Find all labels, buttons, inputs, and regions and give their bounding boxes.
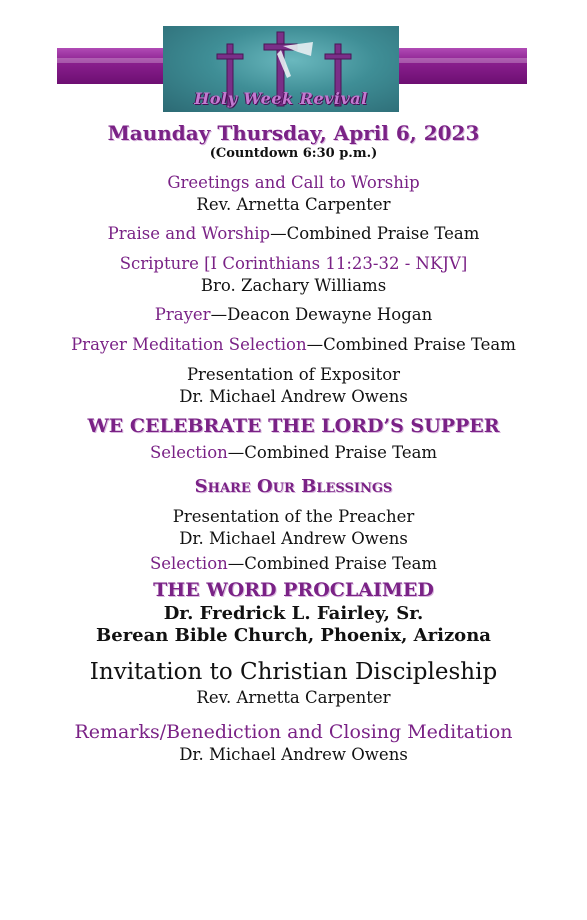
word-heading: THE WORD PROCLAIMED: [153, 579, 434, 601]
remarks-name: Dr. Michael Andrew Owens: [179, 745, 408, 764]
prayer-name: —Deacon Dewayne Hogan: [210, 305, 433, 324]
supper-heading: WE CELEBRATE THE LORD’S SUPPER: [87, 415, 500, 437]
greetings-name: Rev. Arnetta Carpenter: [196, 195, 391, 214]
preacher-title: Presentation of the Preacher: [172, 507, 415, 526]
scripture-name: Bro. Zachary Williams: [200, 276, 387, 295]
selection1-title: Selection: [149, 443, 228, 462]
prayer-title: Prayer: [154, 305, 211, 324]
prayer-row: [0, 304, 587, 326]
selection1-row: [0, 442, 587, 464]
praise-name: —Combined Praise Team: [270, 224, 480, 243]
scripture-title: Scripture [I Corinthians 11:23-32 - NKJV]: [119, 254, 468, 273]
praise-row: [0, 223, 587, 245]
word-church: Berean Bible Church, Phoenix, Arizona: [96, 625, 491, 646]
meditation-row: [0, 334, 587, 356]
meditation-title: Prayer Meditation Selection: [71, 335, 307, 354]
meditation-name: —Combined Praise Team: [306, 335, 516, 354]
invitation-name: Rev. Arnetta Carpenter: [196, 688, 391, 707]
remarks-title: Remarks/Benediction and Closing Meditation: [74, 721, 513, 743]
word-preacher: Dr. Fredrick L. Fairley, Sr.: [163, 603, 424, 624]
banner-title: Holy Week Revival: [194, 89, 368, 108]
selection2-name: —Combined Praise Team: [227, 554, 438, 573]
countdown-line: (Countdown 6:30 p.m.): [209, 146, 378, 161]
invitation-title: Invitation to Christian Discipleship: [89, 659, 498, 685]
blessings-heading: Share Our Blessings: [194, 476, 393, 497]
program: [0, 120, 587, 765]
banner-image: [163, 26, 399, 112]
selection1-name: —Combined Praise Team: [227, 443, 438, 462]
selection2-title: Selection: [149, 554, 228, 573]
expositor-name: Dr. Michael Andrew Owens: [179, 387, 408, 406]
expositor-title: Presentation of Expositor: [186, 365, 401, 384]
date-line: Maunday Thursday, April 6, 2023: [107, 121, 480, 145]
greetings-title: Greetings and Call to Worship: [167, 173, 420, 192]
preacher-name: Dr. Michael Andrew Owens: [179, 529, 408, 548]
praise-title: Praise and Worship: [107, 224, 271, 243]
selection2-row: [0, 553, 587, 575]
